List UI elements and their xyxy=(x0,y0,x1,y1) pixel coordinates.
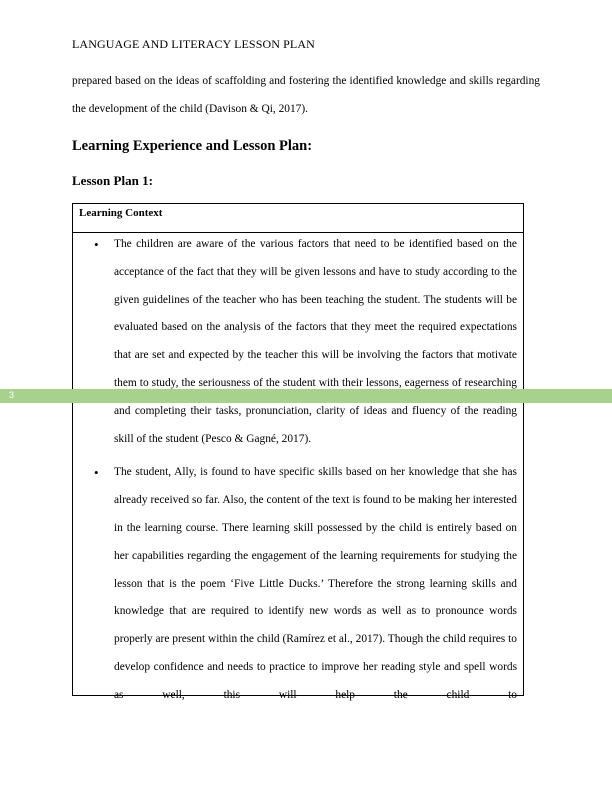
intro-paragraph: prepared based on the ideas of scaffolding and fostering the identified knowledge and skills regarding the development of the child (Davison & Qi, 2017). xyxy=(72,75,540,115)
bullet-icon: • xyxy=(94,237,99,252)
bullet-text: The children are aware of the various factors that need to be identified based on the acceptance of the fact that they will be given lessons and have to study according to the given guidelines of the teacher who has been teaching the student. The students will be evaluated based on the analysis of the factors that they meet the required expectations that are set and expected by the teacher this will be involving the factors that motivate them to study, the seriousness of the student with their lessons, eagerness of researching and completing their tasks, pronunciation, clarity of ideas and fluency of the reading skill of the student (Pesco & Gagné, 2017). xyxy=(114,238,517,445)
running-header: LANGUAGE AND LITERACY LESSON PLAN xyxy=(72,37,315,51)
bullet-text: The student, Ally, is found to have specific skills based on her knowledge that she has already received so far. Also, the content of the text is found to be making her interested in the learning course. There learning skill possessed by the child is entirely based on her capabilities regarding the engagement of the learning requirements for studying the lesson that is the poem ‘Five Little Ducks.’ Therefore the strong learning skills and knowledge that are required to identify new words as well as to pronounce words properly are present within the child (Ramírez et al., 2017). Though the child requires to develop confidence and needs to practice to improve her reading style and spell words as well, this will help the child to xyxy=(114,466,517,701)
section-heading: Learning Experience and Lesson Plan: xyxy=(72,138,313,154)
table-header: Learning Context xyxy=(73,204,523,233)
lesson-plan-heading: Lesson Plan 1: xyxy=(72,173,153,188)
bullet-icon: • xyxy=(94,465,99,481)
list-item xyxy=(73,459,523,709)
page-separator-band xyxy=(0,389,612,403)
learning-context-table xyxy=(72,203,524,701)
list-item xyxy=(73,231,523,453)
page-number: 3 xyxy=(9,390,15,400)
bullet-list xyxy=(73,231,523,710)
